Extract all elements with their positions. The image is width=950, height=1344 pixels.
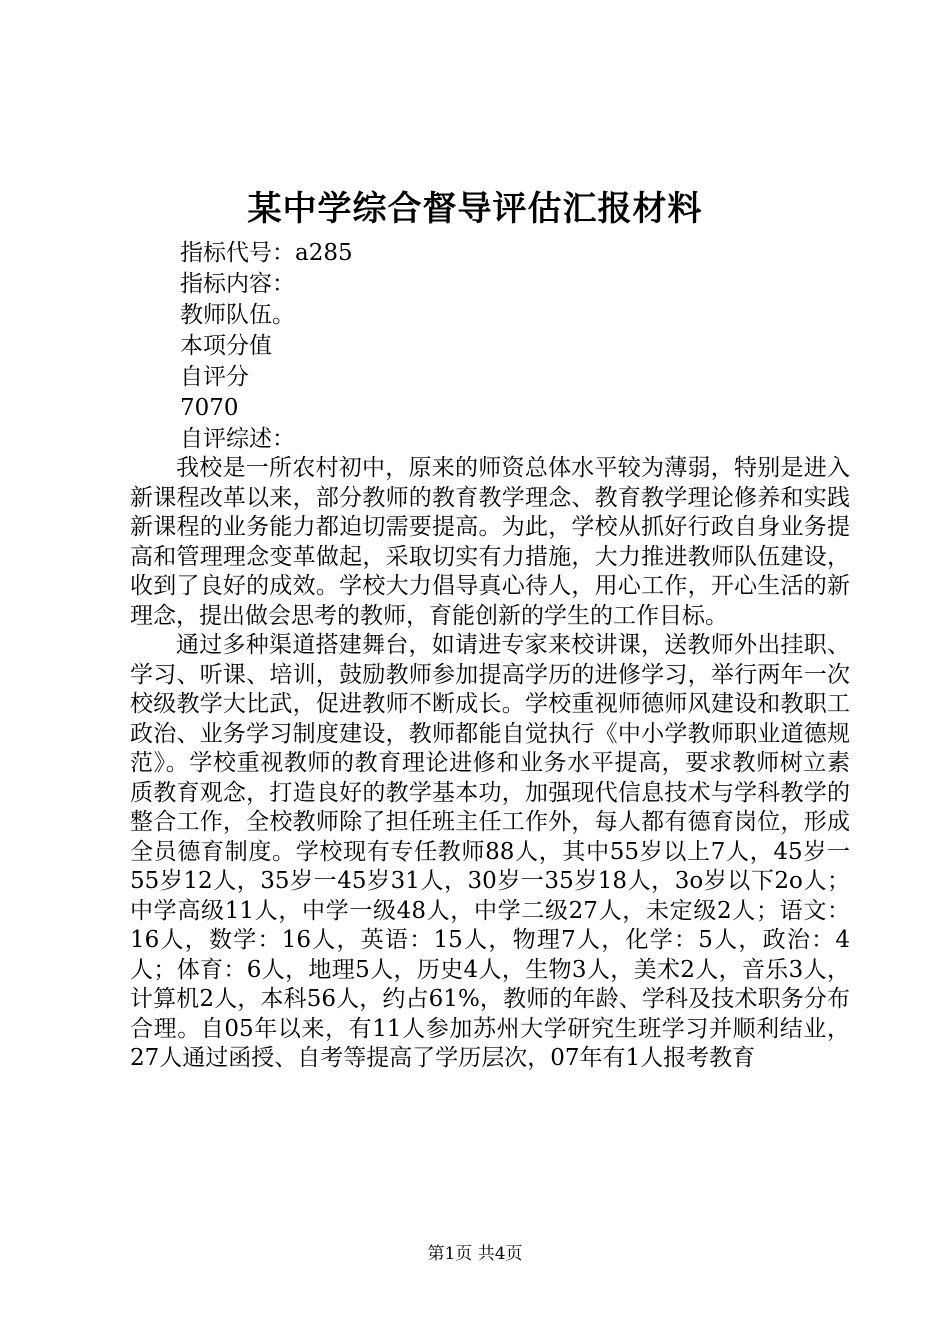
meta-line-code: 指标代号：a285	[180, 240, 353, 266]
document-title: 某中学综合督导评估汇报材料	[247, 189, 703, 229]
body-paragraph: 通过多种渠道搭建舞台，如请进专家来校讲课，送教师外出挂职、学习、听课、培训，鼓励教师参加提高学历的进修学习，举行两年一次校级教学大比武，促进教师不断成长。学校重视师德师风建设和教职工政治、业务学习制度建设，教师都能自觉执行《中小学教师职业道德规范》。学校重视教师的教育理论进修和业务水平提高，要求教师树立素质教育观念，打造良好的教学基本功，加强现代信息技术与学科教学的整合工作，全校教师除了担任班主任工作外，每人都有德育岗位，形成全员德育制度。学校现有专任教师88人，其中55岁以上7人，45岁一55岁12人，35岁一45岁31人，30岁一35岁18人，3o岁以下2o人；中学高级11人，中学一级48人，中学二级27人，未定级2人；语文：16人，数学：16人，英语：15人，物理7人，化学：5人，政治：4人；体育：6人，地理5人，历史4人，生物3人，美术2人，音乐3人，计算机2人，本科56人，约占61%，教师的年龄、学科及技术职务分布合理。自05年以来，有11人参加苏州大学研究生班学习并顺利结业，27人通过函授、自考等提高了学历层次，07年有1人报考教育	[130, 632, 850, 1071]
meta-line-content-label: 指标内容：	[180, 271, 295, 297]
meta-line-content: 教师队伍。	[180, 302, 295, 328]
meta-line-score-label: 本项分值	[180, 333, 272, 359]
meta-line-self-score-label: 自评分	[180, 364, 249, 390]
indicator-meta	[180, 238, 840, 455]
page-footer: 第1页 共4页	[427, 1244, 523, 1264]
meta-line-score-values: 7070	[180, 395, 239, 421]
body-paragraph: 我校是一所农村初中，原来的师资总体水平较为薄弱，特别是进入新课程改革以来，部分教师的教育教学理念、教育教学理论修养和实践新课程的业务能力都迫切需要提高。为此，学校从抓好行政自身业务提高和管理理念变革做起，采取切实有力措施，大力推进教师队伍建设，收到了良好的成效。学校大力倡导真心待人，用心工作，开心生活的新理念，提出做会思考的教师，育能创新的学生的工作目标。	[130, 455, 850, 629]
document-body	[130, 454, 850, 1074]
meta-line-summary-label: 自评综述：	[180, 426, 295, 452]
